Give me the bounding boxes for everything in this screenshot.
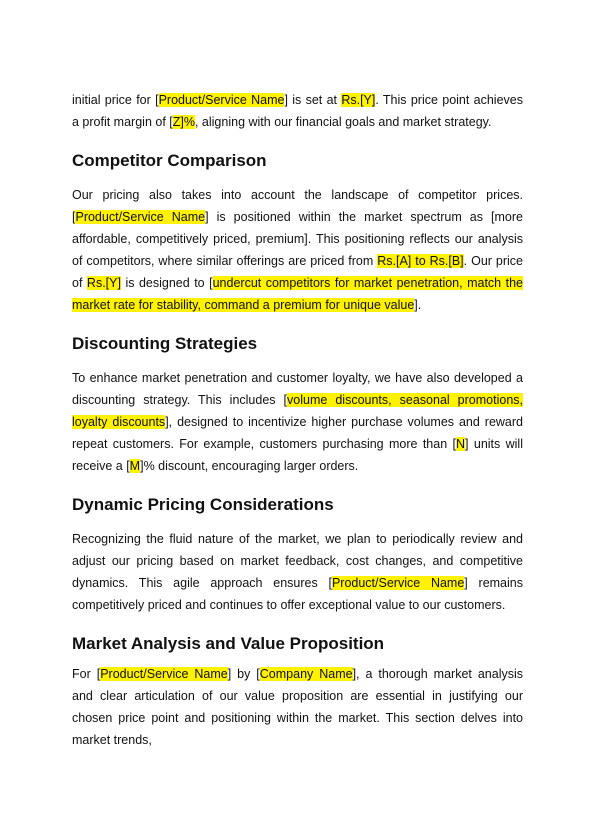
- text-run: To enhance market penetration and customer loyalty, we have also developed a discounting strategy. This includes [: [72, 371, 523, 407]
- discounting-paragraph: [72, 367, 523, 477]
- text-run: ], designed to incentivize higher purchase volumes and reward repeat customers. For example, customers purchasing more than [: [72, 415, 523, 451]
- section-heading-competitor: Competitor Comparison: [72, 151, 267, 170]
- text-run: Our pricing also takes into account the landscape of competitor prices. [: [72, 188, 523, 224]
- text-run: . Our price of: [72, 254, 523, 290]
- text-run: ] remains competitively priced and continues to offer exceptional value to our customers.: [72, 576, 523, 612]
- dynamic-paragraph: [72, 528, 523, 616]
- text-run: For [: [72, 667, 101, 681]
- highlighted-placeholder: Product/Service Name: [100, 667, 228, 681]
- competitor-paragraph: [72, 184, 523, 316]
- text-run: ].: [414, 298, 422, 312]
- text-run: . This price point achieves a profit margin of [: [72, 93, 523, 129]
- highlighted-placeholder: Product/Service Name: [158, 93, 285, 107]
- highlighted-placeholder: Rs.[Y]: [341, 93, 376, 107]
- highlighted-placeholder: N: [456, 437, 466, 451]
- highlighted-placeholder: M: [129, 459, 141, 473]
- text-run: Recognizing the fluid nature of the market, we plan to periodically review and adjust our pricing based on market feedback, cost changes, and competitive dynamics. This agile approach ensures [: [72, 532, 523, 590]
- text-run: ] is set at: [284, 93, 342, 107]
- market-paragraph: [72, 663, 523, 751]
- highlighted-placeholder: Product/Service Name: [331, 576, 465, 590]
- text-run: initial price for [: [72, 93, 159, 107]
- highlighted-placeholder: Rs.[A] to Rs.[B]: [377, 254, 464, 268]
- highlighted-placeholder: Z]%: [172, 115, 195, 129]
- highlighted-placeholder: Rs.[Y]: [86, 276, 121, 290]
- section-heading-dynamic: Dynamic Pricing Considerations: [72, 495, 334, 514]
- text-run: ], a thorough market analysis and clear articulation of our value proposition are essential in justifying our chosen price point and positioning within the market. This section delves into market trends,: [72, 667, 523, 747]
- highlighted-placeholder: volume discounts, seasonal promotions, loyalty discounts: [72, 393, 523, 429]
- text-run: ] units will receive a [: [72, 437, 523, 473]
- text-run: , aligning with our financial goals and market strategy.: [194, 115, 492, 129]
- section-heading-discounting: Discounting Strategies: [72, 334, 258, 353]
- highlighted-placeholder: Product/Service Name: [75, 210, 206, 224]
- text-run: ] is positioned within the market spectrum as [more affordable, competitively priced, premium]. This positioning reflects our analysis of competitors, where similar offerings are priced from: [72, 210, 523, 268]
- section-heading-market: Market Analysis and Value Proposition: [72, 634, 385, 653]
- highlighted-placeholder: Company Name: [259, 667, 353, 681]
- text-run: ] by [: [227, 667, 260, 681]
- text-run: ]% discount, encouraging larger orders.: [140, 459, 359, 473]
- intro-paragraph: [72, 89, 523, 133]
- highlighted-placeholder: undercut competitors for market penetration, match the market rate for stability, command a premium for unique value: [72, 276, 523, 312]
- text-run: is designed to [: [120, 276, 213, 290]
